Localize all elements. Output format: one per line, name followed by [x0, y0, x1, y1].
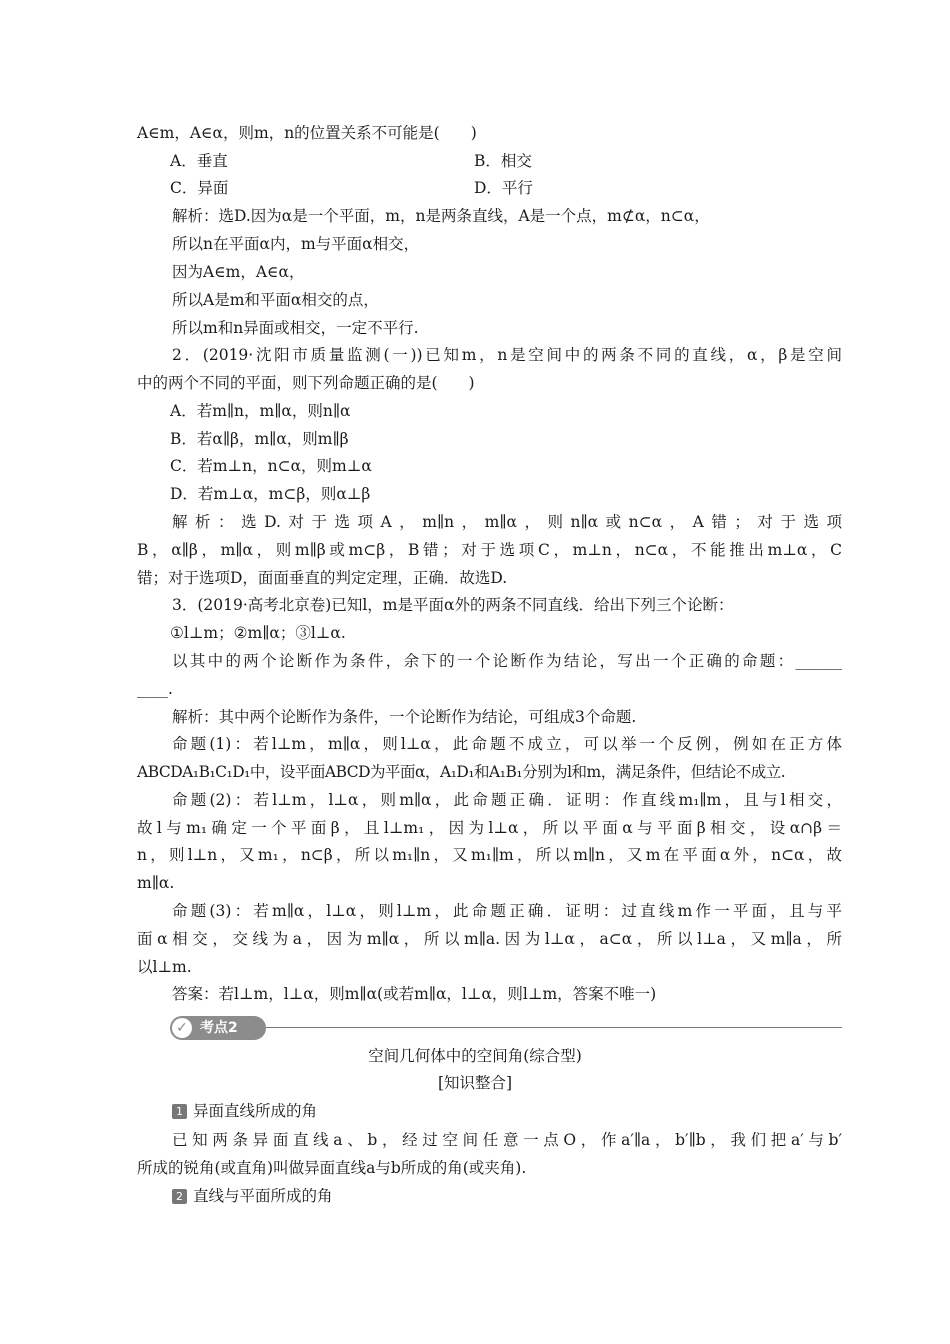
problem2-option-c: C．若m⊥n，n⊂α，则m⊥α — [170, 457, 372, 475]
section-header — [170, 1016, 842, 1042]
item2-heading-row — [172, 1186, 333, 1206]
item2-heading: 直线与平面所成的角 — [193, 1187, 333, 1205]
section-divider — [266, 1027, 842, 1028]
problem1-stem: A∈m，A∈α，则m，n的位置关系不可能是( ) — [137, 124, 477, 142]
number-two-icon: 2 — [172, 1189, 187, 1204]
problem3-prop1-line: ABCDA₁B₁C₁D₁中，设平面ABCD为平面α，A₁D₁和A₁B₁分别为l和m，满足条件，但结论不成立. — [137, 763, 786, 781]
problem3-stem-line: ①l⊥m；②m∥α；③l⊥α. — [170, 624, 346, 642]
item1-heading: 异面直线所成的角 — [193, 1102, 318, 1120]
problem2-analysis-line: B，α∥β，m∥α，则m∥β或m⊂β，B错；对于选项C，m⊥n，n⊂α，不能推出m⊥α，C — [137, 541, 842, 559]
problem1-analysis-line: 所以m和n异面或相交，一定不平行. — [172, 319, 419, 337]
section-title: 空间几何体中的空间角(综合型) — [368, 1047, 582, 1065]
problem3-stem-line: ____. — [137, 680, 173, 698]
problem2-stem-line: 2．(2019·沈阳市质量监测(一))已知m，n是空间中的两条不同的直线，α，β是空间 — [172, 346, 842, 364]
kaodian-badge — [170, 1016, 266, 1040]
section-subtitle: [知识整合] — [437, 1074, 513, 1092]
problem3-stem-line: 3．(2019·高考北京卷)已知l，m是平面α外的两条不同直线．给出下列三个论断： — [172, 596, 734, 614]
problem3-analysis: 解析：其中两个论断作为条件，一个论断作为结论，可组成3个命题. — [172, 708, 637, 726]
problem1-analysis-line: 因为A∈m，A∈α， — [172, 263, 305, 281]
problem2-analysis-line: 错；对于选项D，面面垂直的判定定理，正确．故选D. — [137, 569, 508, 587]
item1-text-line: 已知两条异面直线a、b，经过空间任意一点O，作a′∥a，b′∥b，我们把a′与b′ — [172, 1131, 842, 1149]
problem1-analysis-line: 解析：选D.因为α是一个平面，m，n是两条直线，A是一个点，m⊄α，n⊂α， — [172, 207, 710, 225]
item1-heading-row — [172, 1101, 317, 1121]
kaodian-label: 考点2 — [200, 1020, 238, 1036]
check-icon: ✓ — [172, 1018, 192, 1038]
number-one-icon: 1 — [172, 1104, 187, 1119]
problem3-prop3-line: 面α相交，交线为a，因为m∥α，所以m∥a.因为l⊥α，a⊂α，所以l⊥a，又m∥a，所 — [137, 930, 842, 948]
problem3-prop2-line: m∥α. — [137, 874, 175, 892]
problem1-option-a: A．垂直 — [170, 152, 228, 170]
problem2-option-b: B．若α∥β，m∥α，则m∥β — [170, 430, 349, 448]
problem1-option-d: D．平行 — [474, 179, 533, 197]
problem3-prop2-line: n，则l⊥n，又m₁，n⊂β，所以m₁∥n，又m₁∥m，所以m∥n，又m在平面α外，n⊂α，故 — [137, 846, 842, 864]
problem3-prop3-line: 以l⊥m. — [137, 958, 192, 976]
problem3-prop1-line: 命题(1)：若l⊥m，m∥α，则l⊥α，此命题不成立，可以举一个反例，例如在正方体 — [172, 735, 842, 753]
problem3-prop2-line: 故l与m₁确定一个平面β，且l⊥m₁，因为l⊥α，所以平面α与平面β相交，设α∩β＝ — [137, 819, 842, 837]
problem1-option-c: C．异面 — [170, 179, 229, 197]
problem3-answer: 答案：若l⊥m，l⊥α，则m∥α(或若m∥α，l⊥α，则l⊥m，答案不唯一) — [172, 985, 657, 1003]
problem1-option-b: B．相交 — [474, 152, 532, 170]
problem3-stem-line: 以其中的两个论断作为条件，余下的一个论断作为结论，写出一个正确的命题：______ — [172, 652, 842, 670]
problem2-analysis-line: 解析：选D.对于选项A，m∥n，m∥α，则n∥α或n⊂α，A错；对于选项 — [172, 513, 842, 531]
problem1-analysis-line: 所以n在平面α内，m与平面α相交， — [172, 235, 420, 253]
problem2-stem-line: 中的两个不同的平面，则下列命题正确的是( ) — [137, 374, 475, 392]
problem3-prop3-line: 命题(3)：若m∥α，l⊥α，则l⊥m，此命题正确．证明：过直线m作一平面，且与平 — [172, 902, 842, 920]
item1-text-line: 所成的锐角(或直角)叫做异面直线a与b所成的角(或夹角). — [137, 1159, 527, 1177]
problem3-prop2-line: 命题(2)：若l⊥m，l⊥α，则m∥α，此命题正确．证明：作直线m₁∥m，且与l相交， — [172, 791, 842, 809]
problem2-option-d: D．若m⊥α，m⊂β，则α⊥β — [170, 485, 371, 503]
problem2-option-a: A．若m∥n，m∥α，则n∥α — [170, 402, 351, 420]
problem1-analysis-line: 所以A是m和平面α相交的点， — [172, 291, 379, 309]
